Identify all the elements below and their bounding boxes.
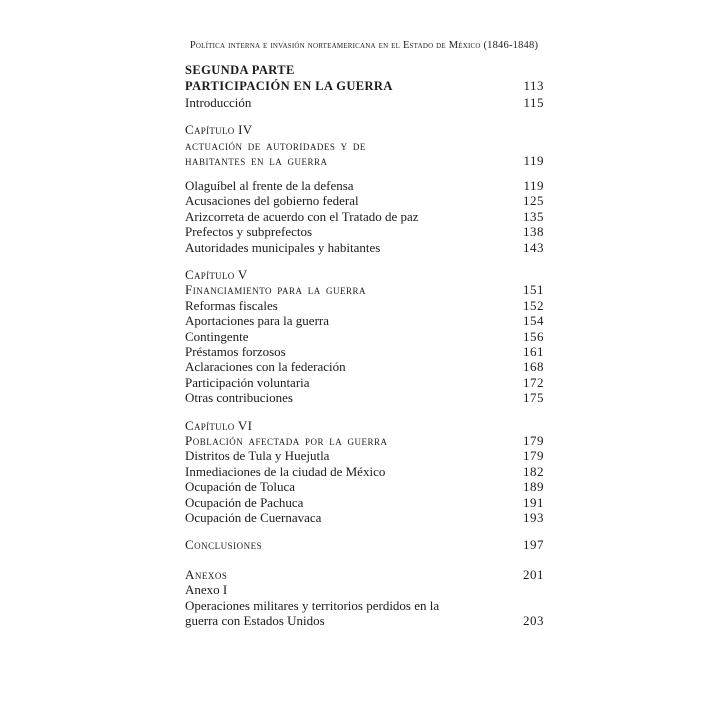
toc-page-number: 156 bbox=[523, 328, 544, 344]
toc-label: Conclusiones bbox=[185, 537, 263, 553]
toc-label: Arizcorreta de acuerdo con el Tratado de paz bbox=[185, 208, 419, 224]
toc-entry bbox=[185, 479, 544, 494]
toc-entry bbox=[185, 390, 544, 405]
toc-page-number: 197 bbox=[523, 537, 544, 553]
toc-entry bbox=[185, 464, 544, 479]
toc-label: Población afectada por la guerra bbox=[185, 433, 388, 449]
toc-entry bbox=[185, 344, 544, 359]
toc-label: actuación de autoridades y de bbox=[185, 137, 366, 153]
toc-label: Introducción bbox=[185, 94, 252, 110]
toc-page-number: 135 bbox=[523, 208, 544, 224]
toc-label: SEGUNDA PARTE bbox=[185, 63, 295, 77]
toc-chapter-subtitle bbox=[185, 138, 544, 153]
toc-label: Acusaciones del gobierno federal bbox=[185, 193, 359, 209]
toc-label: habitantes en la guerra bbox=[185, 153, 328, 169]
toc-label: Préstamos forzosos bbox=[185, 344, 286, 359]
toc-page-number: 189 bbox=[523, 479, 544, 495]
toc-chapter-subtitle bbox=[185, 433, 544, 448]
toc-label: Ocupación de Pachuca bbox=[185, 494, 304, 510]
toc-label: Anexos bbox=[185, 566, 228, 582]
toc-chapter-subtitle bbox=[185, 282, 544, 297]
toc-label: Inmediaciones de la ciudad de México bbox=[185, 463, 386, 479]
toc-page-number: 201 bbox=[523, 566, 544, 582]
toc-page-number: 175 bbox=[523, 390, 544, 406]
toc-page-number: 151 bbox=[523, 282, 544, 298]
toc-entry bbox=[185, 313, 544, 328]
toc-page-number: 179 bbox=[523, 433, 544, 449]
toc-part-title bbox=[185, 63, 544, 78]
table-of-contents bbox=[185, 63, 544, 629]
toc-page-number: 119 bbox=[523, 177, 544, 193]
toc-entry bbox=[185, 613, 544, 628]
toc-label: Capítulo V bbox=[185, 266, 248, 282]
toc-entry bbox=[185, 298, 544, 313]
toc-page-number: 193 bbox=[523, 510, 544, 526]
toc-label: Capítulo VI bbox=[185, 417, 253, 433]
toc-chapter-heading bbox=[185, 122, 544, 137]
toc-page-number: 143 bbox=[523, 239, 544, 255]
toc-chapter-heading bbox=[185, 267, 544, 282]
toc-page-number: 113 bbox=[523, 78, 544, 94]
toc-label: PARTICIPACIÓN EN LA GUERRA bbox=[185, 79, 393, 94]
toc-entry bbox=[185, 95, 544, 110]
toc-label: Prefectos y subprefectos bbox=[185, 224, 313, 240]
toc-entry bbox=[185, 359, 544, 374]
toc-label: Capítulo IV bbox=[185, 122, 253, 138]
toc-page-number: 154 bbox=[523, 313, 544, 329]
toc-page-number: 182 bbox=[523, 463, 544, 479]
toc-label: Operaciones militares y territorios perdidos en la bbox=[185, 597, 440, 613]
toc-chapter-subtitle bbox=[185, 153, 544, 168]
toc-entry bbox=[185, 240, 544, 255]
toc-entry bbox=[185, 582, 544, 597]
toc-entry bbox=[185, 329, 544, 344]
toc-page-number: 115 bbox=[523, 94, 544, 110]
toc-page-number: 152 bbox=[523, 297, 544, 313]
toc-page-number: 168 bbox=[523, 359, 544, 375]
toc-label: Participación voluntaria bbox=[185, 374, 310, 390]
running-header: Política interna e invasión norteamericana en el Estado de México (1846-1848) bbox=[189, 40, 539, 51]
toc-label: guerra con Estados Unidos bbox=[185, 613, 325, 629]
toc-label: Financiamiento para la guerra bbox=[185, 282, 366, 298]
toc-conclusions-heading bbox=[185, 537, 544, 552]
toc-page-number: 125 bbox=[523, 193, 544, 209]
toc-entry bbox=[185, 178, 544, 193]
toc-entry bbox=[185, 224, 544, 239]
toc-page-number: 203 bbox=[523, 613, 544, 629]
toc-page-number: 161 bbox=[523, 344, 544, 359]
toc-entry bbox=[185, 209, 544, 224]
toc-label: Aclaraciones con la federación bbox=[185, 359, 346, 375]
toc-label: Aportaciones para la guerra bbox=[185, 313, 330, 329]
toc-page-number: 191 bbox=[523, 494, 544, 510]
toc-label: Reformas fiscales bbox=[185, 297, 278, 313]
toc-entry bbox=[185, 448, 544, 463]
toc-chapter-heading bbox=[185, 418, 544, 433]
toc-label: Ocupación de Cuernavaca bbox=[185, 510, 322, 526]
toc-page-number: 172 bbox=[523, 374, 544, 390]
toc-page-number: 179 bbox=[523, 448, 544, 464]
toc-entry bbox=[185, 598, 544, 613]
toc-part-title bbox=[185, 78, 544, 94]
toc-page-number: 119 bbox=[523, 153, 544, 169]
toc-entry bbox=[185, 375, 544, 390]
toc-entry bbox=[185, 510, 544, 525]
toc-page-number: 138 bbox=[523, 224, 544, 240]
toc-entry bbox=[185, 193, 544, 208]
toc-annexes-heading bbox=[185, 567, 544, 582]
toc-label: Otras contribuciones bbox=[185, 390, 293, 406]
toc-entry bbox=[185, 495, 544, 510]
toc-label: Autoridades municipales y habitantes bbox=[185, 239, 381, 255]
toc-label: Anexo I bbox=[185, 582, 228, 598]
toc-label: Olaguíbel al frente de la defensa bbox=[185, 177, 354, 193]
toc-label: Contingente bbox=[185, 328, 249, 344]
toc-label: Distritos de Tula y Huejutla bbox=[185, 448, 330, 464]
toc-label: Ocupación de Toluca bbox=[185, 479, 296, 495]
